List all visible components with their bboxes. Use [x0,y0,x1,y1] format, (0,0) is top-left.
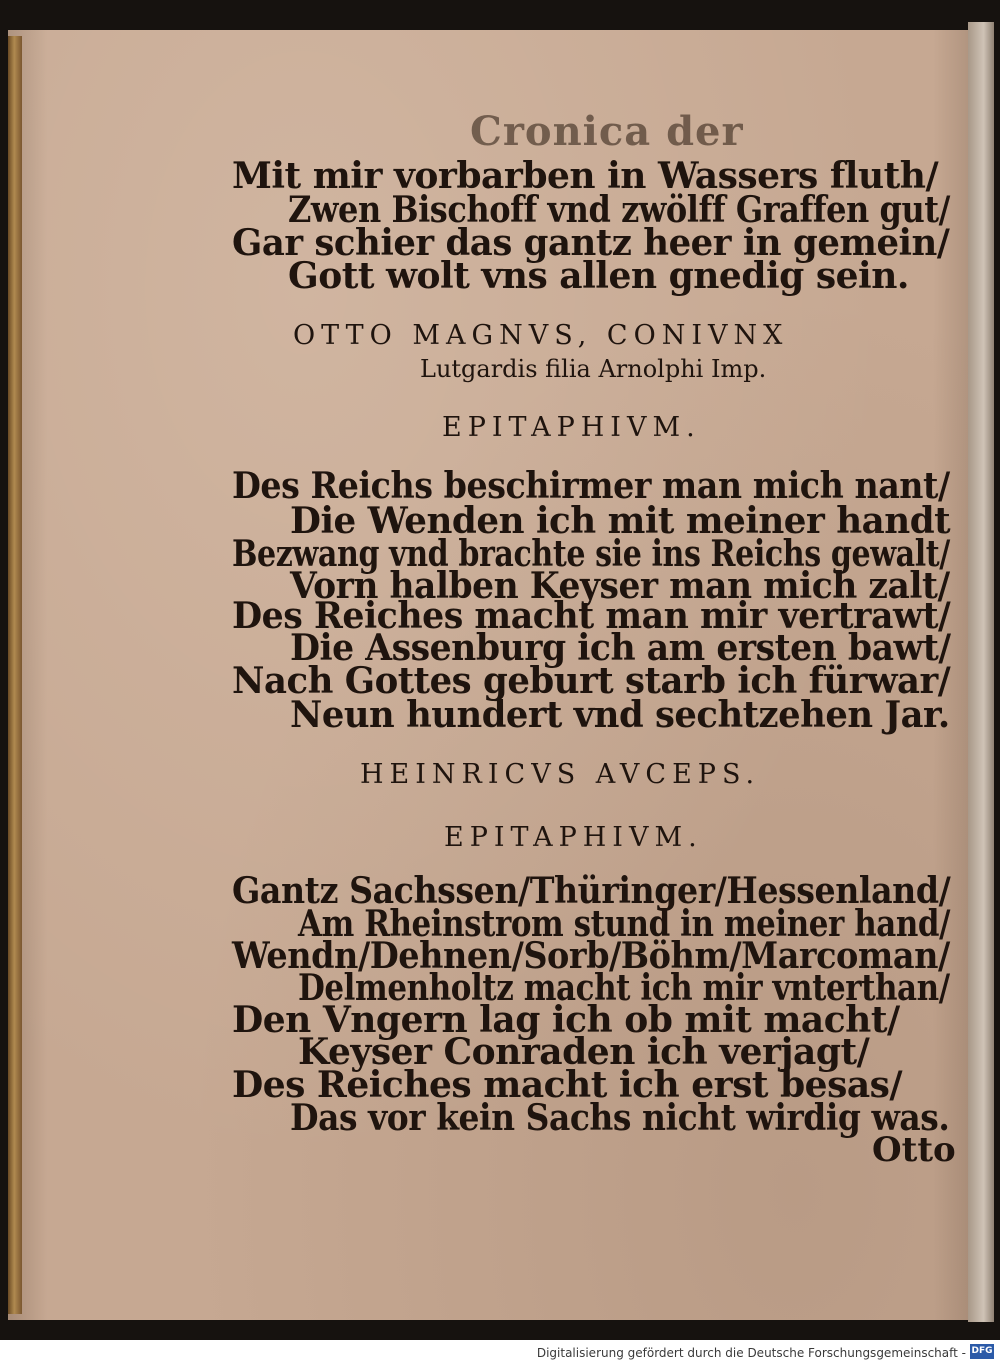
epitaph-line: Die Assenburg ich am ersten bawt/ [290,627,951,669]
epitaph-line: Das vor kein Sachs nicht wirdig was. [290,1097,950,1139]
section-heading-otto: OTTO MAGNVS, CONIVNX [293,320,789,351]
footer-bar [0,1340,1000,1365]
running-head: Cronica der [470,108,744,155]
epitaph-title: EPITAPHIVM. [442,412,701,443]
epitaph-line: Nach Gottes geburt starb ich fürwar/ [232,660,951,702]
epitaph-line: Des Reiches macht man mir vertrawt/ [232,595,951,637]
dfg-logo-icon: DFG [970,1344,994,1359]
footer-credit: Digitalisierung gefördert durch die Deutsche Forschungsgemeinschaft - [536,1346,966,1360]
page-stack-edge [968,22,994,1322]
epitaph-line: Die Wenden ich mit meiner handt [290,500,951,542]
epitaph-line: Vorn halben Keyser man mich zalt/ [290,565,950,607]
epitaph-line: Den Vngern lag ich ob mit macht/ [232,999,900,1041]
catchword: Otto [872,1130,956,1170]
opening-line: Zwen Bischoff vnd zwölff Graffen gut/ [288,189,950,231]
opening-line: Gott wolt vns allen gnedig sein. [288,255,909,297]
gilt-page-edge [8,36,22,1314]
epitaph-line: Des Reiches macht ich erst besas/ [232,1064,903,1106]
opening-line: Mit mir vorbarben in Wassers fluth/ [232,155,939,197]
epitaph-line: Keyser Conraden ich verjagt/ [298,1031,870,1073]
epitaph-line: Am Rheinstrom stund in meiner hand/ [298,903,950,945]
epitaph-line: Neun hundert vnd sechtzehen Jar. [290,694,950,736]
epitaph-line: Bezwang vnd brachte sie ins Reichs gewalt/ [232,533,950,575]
epitaph-line: Des Reichs beschirmer man mich nant/ [232,465,950,507]
opening-line: Gar schier das gantz heer in gemein/ [232,222,950,264]
epitaph-title: EPITAPHIVM. [444,822,703,853]
section-subheading: Lutgardis filia Arnolphi Imp. [420,355,767,383]
section-heading-heinricus: HEINRICVS AVCEPS. [360,759,761,790]
epitaph-line: Wendn/Dehnen/Sorb/Böhm/Marcoman/ [232,935,950,977]
epitaph-line: Delmenholtz macht ich mir vnterthan/ [298,967,950,1009]
epitaph-line: Gantz Sachssen/Thüringer/Hessenland/ [232,870,951,912]
